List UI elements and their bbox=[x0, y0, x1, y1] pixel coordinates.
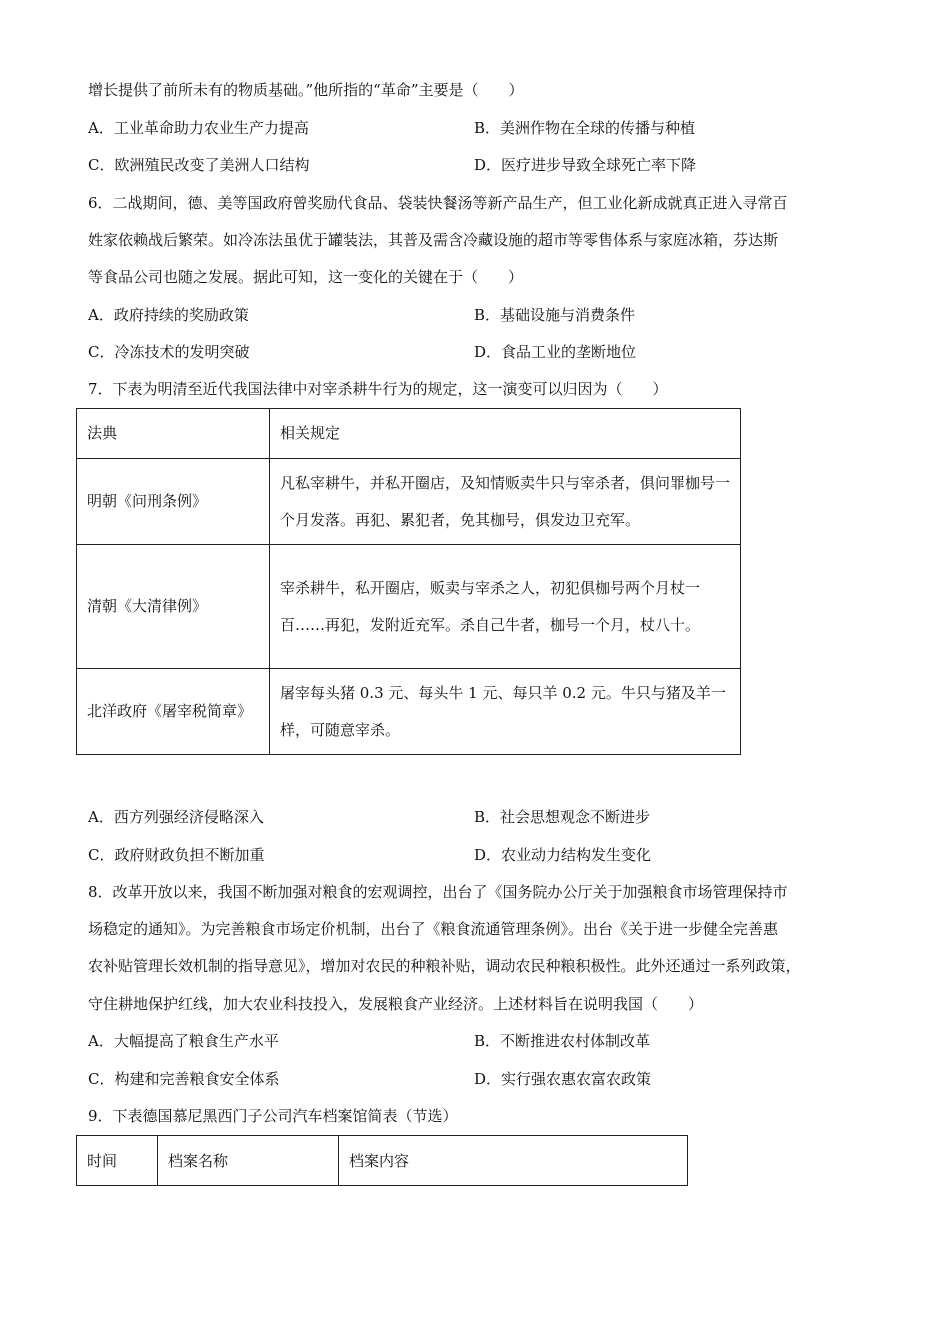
q5-option-a: A．工业革命助力农业生产力提高 bbox=[88, 119, 309, 137]
q8-stem-line-1: 8．改革开放以来，我国不断加强对粮食的宏观调控，出台了《国务院办公厅关于加强粮食市场管理保持市 bbox=[88, 883, 788, 901]
law-code-cell: 清朝《大清律例》 bbox=[77, 545, 270, 669]
header-cell-time: 时间 bbox=[77, 1136, 158, 1186]
table-header-row bbox=[77, 1136, 688, 1186]
q6-option-a: A．政府持续的奖励政策 bbox=[88, 306, 249, 324]
q6-option-b: B．基础设施与消费条件 bbox=[474, 306, 636, 324]
q5-option-b: B．美洲作物在全球的传播与种植 bbox=[474, 119, 696, 137]
table-row bbox=[77, 669, 741, 755]
q7-stem: 7．下表为明清至近代我国法律中对宰杀耕牛行为的规定，这一演变可以归因为（ ） bbox=[88, 380, 668, 398]
q8-stem-line-2: 场稳定的通知》。为完善粮食市场定价机制，出台了《粮食流通管理条例》。出台《关于进一步健全完善惠 bbox=[88, 920, 779, 938]
header-cell-archive-name: 档案名称 bbox=[158, 1136, 339, 1186]
table-header-row bbox=[77, 409, 741, 459]
q6-option-c: C．冷冻技术的发明突破 bbox=[88, 343, 250, 361]
header-cell-archive-content: 档案内容 bbox=[339, 1136, 688, 1186]
q7-law-table bbox=[76, 408, 741, 755]
law-rule-cell: 宰杀耕牛，私开圈店，贩卖与宰杀之人，初犯俱枷号两个月杖一百……再犯，发附近充军。杀自己牛者，枷号一个月，杖八十。 bbox=[270, 545, 741, 669]
header-cell-rule: 相关规定 bbox=[270, 409, 741, 459]
q8-option-d: D．实行强农惠农富农政策 bbox=[474, 1070, 652, 1088]
law-code-cell: 明朝《问刑条例》 bbox=[77, 459, 270, 545]
header-cell-code: 法典 bbox=[77, 409, 270, 459]
q6-option-d: D．食品工业的垄断地位 bbox=[474, 343, 637, 361]
table-row bbox=[77, 459, 741, 545]
law-rule-cell: 凡私宰耕牛，并私开圈店，及知情贩卖牛只与宰杀者，俱问罪枷号一个月发落。再犯、累犯者，免其枷号，俱发边卫充军。 bbox=[270, 459, 741, 545]
q9-archive-table bbox=[76, 1135, 688, 1186]
q8-stem-line-3: 农补贴管理长效机制的指导意见》，增加对农民的种粮补贴，调动农民种粮积极性。此外还通过一系列政策， bbox=[88, 957, 801, 975]
q8-option-c: C．构建和完善粮食安全体系 bbox=[88, 1070, 280, 1088]
q9-stem: 9．下表德国慕尼黑西门子公司汽车档案馆简表（节选） bbox=[88, 1107, 458, 1125]
q8-option-a: A．大幅提高了粮食生产水平 bbox=[88, 1032, 279, 1050]
law-code-cell: 北洋政府《屠宰税简章》 bbox=[77, 669, 270, 755]
q7-option-a: A．西方列强经济侵略深入 bbox=[88, 808, 264, 826]
q6-stem-line-3: 等食品公司也随之发展。据此可知，这一变化的关键在于（ ） bbox=[88, 268, 524, 286]
q7-option-d: D．农业动力结构发生变化 bbox=[474, 846, 652, 864]
q7-option-b: B．社会思想观念不断进步 bbox=[474, 808, 651, 826]
law-rule-cell: 屠宰每头猪 0.3 元、每头牛 1 元、每只羊 0.2 元。牛只与猪及羊一样，可随意宰杀。 bbox=[270, 669, 741, 755]
q8-option-b: B．不断推进农村体制改革 bbox=[474, 1032, 651, 1050]
q8-stem-line-4: 守住耕地保护红线，加大农业科技投入，发展粮食产业经济。上述材料旨在说明我国（ ） bbox=[88, 995, 704, 1013]
q5-option-c: C．欧洲殖民改变了美洲人口结构 bbox=[88, 156, 310, 174]
q7-option-c: C．政府财政负担不断加重 bbox=[88, 846, 265, 864]
q6-stem-line-1: 6．二战期间，德、美等国政府曾奖励代食品、袋装快餐汤等新产品生产，但工业化新成就真正进入寻常百 bbox=[88, 194, 788, 212]
table-row bbox=[77, 545, 741, 669]
q5-option-d: D．医疗进步导致全球死亡率下降 bbox=[474, 156, 697, 174]
q5-stem-tail: 增长提供了前所未有的物质基础。”他所指的“革命”主要是（ ） bbox=[88, 81, 524, 99]
q6-stem-line-2: 姓家依赖战后繁荣。如冷冻法虽优于罐装法，其普及需含冷藏设施的超市等零售体系与家庭冰箱，芬达斯 bbox=[88, 231, 779, 249]
